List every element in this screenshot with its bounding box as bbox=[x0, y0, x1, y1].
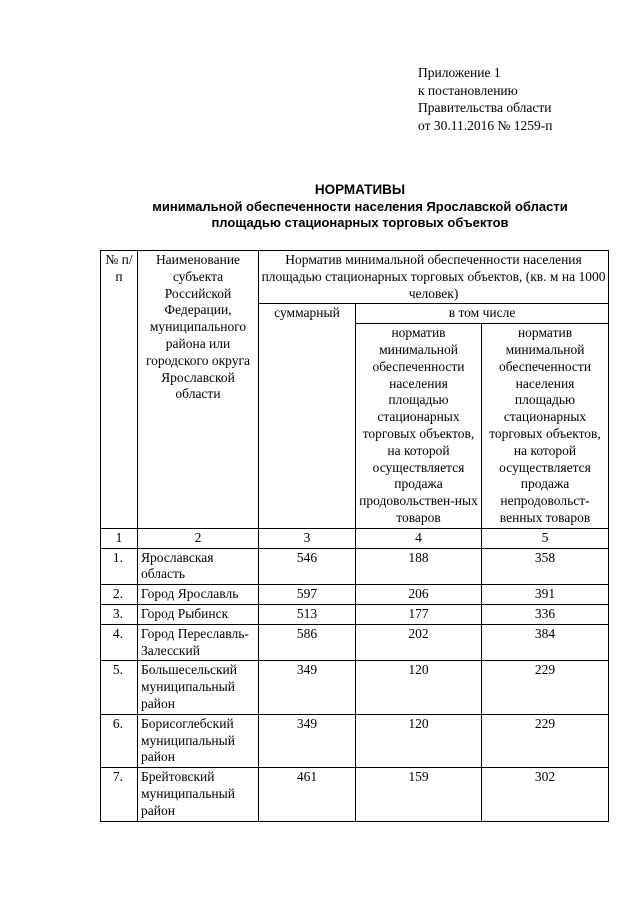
value-nonfood: 229 bbox=[482, 714, 609, 767]
header-norm: Норматив минимальной обеспеченности населения площадью стационарных торговых объектов, (кв. м на 1000 человек) bbox=[259, 251, 609, 304]
value-total: 461 bbox=[259, 768, 356, 821]
header-food: норматив минимальной обеспеченности населения площадью стационарных торговых объектов, на которой осуществляется продажа продовольствен-ных товаров bbox=[356, 324, 482, 529]
appendix-line-4: от 30.11.2016 № 1259-п bbox=[418, 117, 553, 133]
region-name: Брейтовский муниципальный район bbox=[138, 768, 259, 821]
header-num: № п/п bbox=[101, 251, 138, 529]
value-nonfood: 391 bbox=[482, 585, 609, 605]
table-row bbox=[101, 585, 609, 605]
region-name: Город Переславль-Залесский bbox=[138, 624, 259, 661]
header-including: в том числе bbox=[356, 304, 609, 324]
table-row bbox=[101, 661, 609, 714]
appendix-line-2: к постановлению bbox=[418, 82, 518, 98]
region-name: Ярославская область bbox=[138, 548, 259, 585]
value-food: 202 bbox=[356, 624, 482, 661]
table-row bbox=[101, 768, 609, 821]
region-name: Большесельский муниципальный район bbox=[138, 661, 259, 714]
column-number: 1 bbox=[101, 528, 138, 548]
header-total: суммарный bbox=[259, 304, 356, 528]
region-name: Город Рыбинск bbox=[138, 604, 259, 624]
value-food: 188 bbox=[356, 548, 482, 585]
row-number: 5. bbox=[101, 661, 138, 714]
value-food: 206 bbox=[356, 585, 482, 605]
appendix-line-3: Правительства области bbox=[418, 100, 552, 115]
column-number: 3 bbox=[259, 528, 356, 548]
value-nonfood: 358 bbox=[482, 548, 609, 585]
title-line-3: площадью стационарных торговых объектов bbox=[211, 215, 509, 230]
region-name: Борисоглебский муниципальный район bbox=[138, 714, 259, 767]
value-total: 349 bbox=[259, 661, 356, 714]
value-total: 597 bbox=[259, 585, 356, 605]
value-nonfood: 384 bbox=[482, 624, 609, 661]
value-total: 546 bbox=[259, 548, 356, 585]
row-number: 6. bbox=[101, 714, 138, 767]
header-row-1 bbox=[101, 251, 609, 304]
header-name: Наименование субъекта Российской Федерации, муниципального района или городского округа Ярославской области bbox=[138, 251, 259, 529]
column-number: 4 bbox=[356, 528, 482, 548]
table-row bbox=[101, 604, 609, 624]
row-number: 7. bbox=[101, 768, 138, 821]
value-nonfood: 229 bbox=[482, 661, 609, 714]
column-number: 2 bbox=[138, 528, 259, 548]
title-line-2: минимальной обеспеченности населения Ярославской области bbox=[152, 198, 568, 214]
appendix-line-1: Приложение 1 bbox=[418, 65, 501, 80]
header-nonfood: норматив минимальной обеспеченности населения площадью стационарных торговых объектов, на которой осуществляется продажа непродовольст-венных товаров bbox=[482, 324, 609, 529]
title-main: НОРМАТИВЫ bbox=[314, 182, 406, 197]
row-number: 3. bbox=[101, 604, 138, 624]
table-row bbox=[101, 548, 609, 585]
column-number-row bbox=[101, 528, 609, 548]
value-total: 349 bbox=[259, 714, 356, 767]
value-food: 177 bbox=[356, 604, 482, 624]
value-total: 586 bbox=[259, 624, 356, 661]
region-name: Город Ярославль bbox=[138, 585, 259, 605]
row-number: 4. bbox=[101, 624, 138, 661]
value-total: 513 bbox=[259, 604, 356, 624]
column-number: 5 bbox=[482, 528, 609, 548]
value-nonfood: 302 bbox=[482, 768, 609, 821]
value-food: 120 bbox=[356, 714, 482, 767]
value-food: 120 bbox=[356, 661, 482, 714]
norms-table bbox=[100, 250, 609, 822]
table-row bbox=[101, 624, 609, 661]
value-nonfood: 336 bbox=[482, 604, 609, 624]
value-food: 159 bbox=[356, 768, 482, 821]
row-number: 1. bbox=[101, 548, 138, 585]
appendix-block bbox=[418, 64, 552, 134]
document-title bbox=[100, 182, 620, 232]
table-row bbox=[101, 714, 609, 767]
row-number: 2. bbox=[101, 585, 138, 605]
